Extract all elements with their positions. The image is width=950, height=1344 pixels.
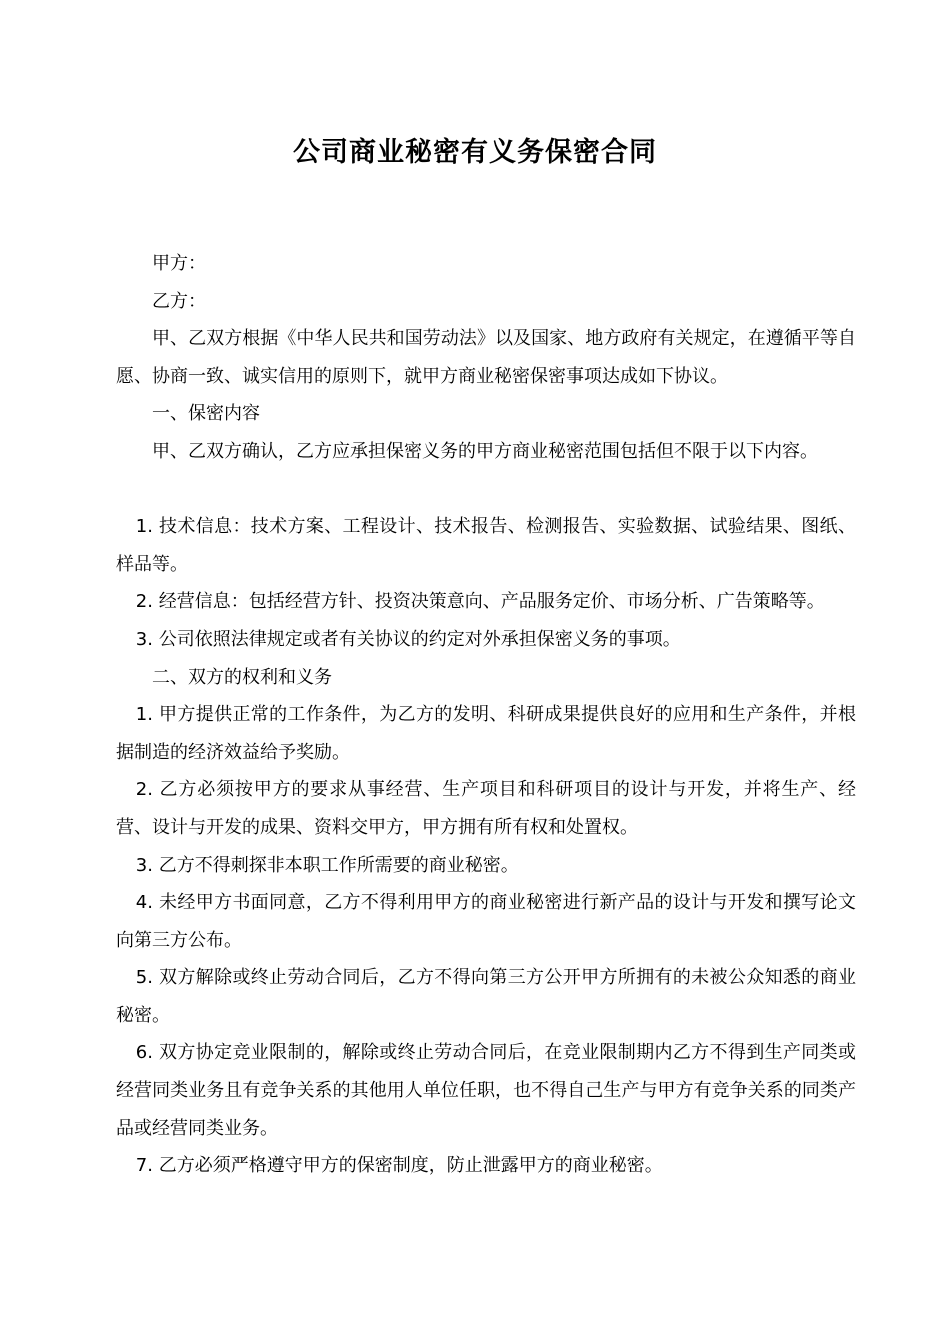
section-2-item: 4. 未经甲方书面同意，乙方不得利用甲方的商业秘密进行新产品的设计与开发和撰写论文向第三方公布。 <box>116 892 856 951</box>
section-1-item: 3. 公司依照法律规定或者有关协议的约定对外承担保密义务的事项。 <box>135 628 681 650</box>
section-1-item: 1. 技术信息：技术方案、工程设计、技术报告、检测报告、实验数据、试验结果、图纸、样品等。 <box>116 516 856 575</box>
section-2-item: 3. 乙方不得刺探非本职工作所需要的商业秘密。 <box>135 854 519 876</box>
document-body <box>116 245 856 1185</box>
section-2-item: 5. 双方解除或终止劳动合同后，乙方不得向第三方公开甲方所拥有的未被公众知悉的商业秘密。 <box>116 967 856 1026</box>
party-a-line: 甲方： <box>152 253 206 274</box>
document-title: 公司商业秘密有义务保密合同 <box>293 137 657 168</box>
paragraph-gap <box>116 471 856 509</box>
section-2-item: 2. 乙方必须按甲方的要求从事经营、生产项目和科研项目的设计与开发，并将生产、经营、设计与开发的成果、资料交甲方，甲方拥有所有权和处置权。 <box>116 779 856 838</box>
section-1-intro: 甲、乙双方确认，乙方应承担保密义务的甲方商业秘密范围包括但不限于以下内容。 <box>152 440 818 462</box>
party-b-line: 乙方： <box>152 290 206 312</box>
section-1-heading: 一、保密内容 <box>152 403 260 425</box>
intro-paragraph: 甲、乙双方根据《中华人民共和国劳动法》以及国家、地方政府有关规定，在遵循平等自愿、协商一致、诚实信用的原则下，就甲方商业秘密保密事项达成如下协议。 <box>116 328 856 387</box>
section-2-item: 1. 甲方提供正常的工作条件，为乙方的发明、科研成果提供良好的应用和生产条件，并根据制造的经济效益给予奖励。 <box>116 704 856 763</box>
section-2-item: 7. 乙方必须严格遵守甲方的保密制度，防止泄露甲方的商业秘密。 <box>135 1155 663 1177</box>
section-2-item: 6. 双方协定竞业限制的，解除或终止劳动合同后，在竞业限制期内乙方不得到生产同类或经营同类业务且有竞争关系的其他用人单位任职，也不得自己生产与甲方有竞争关系的同类产品或经营同类业务。 <box>116 1042 856 1139</box>
section-1-item: 2. 经营信息：包括经营方针、投资决策意向、产品服务定价、市场分析、广告策略等。 <box>135 591 825 613</box>
section-2-heading: 二、双方的权利和义务 <box>152 666 332 688</box>
